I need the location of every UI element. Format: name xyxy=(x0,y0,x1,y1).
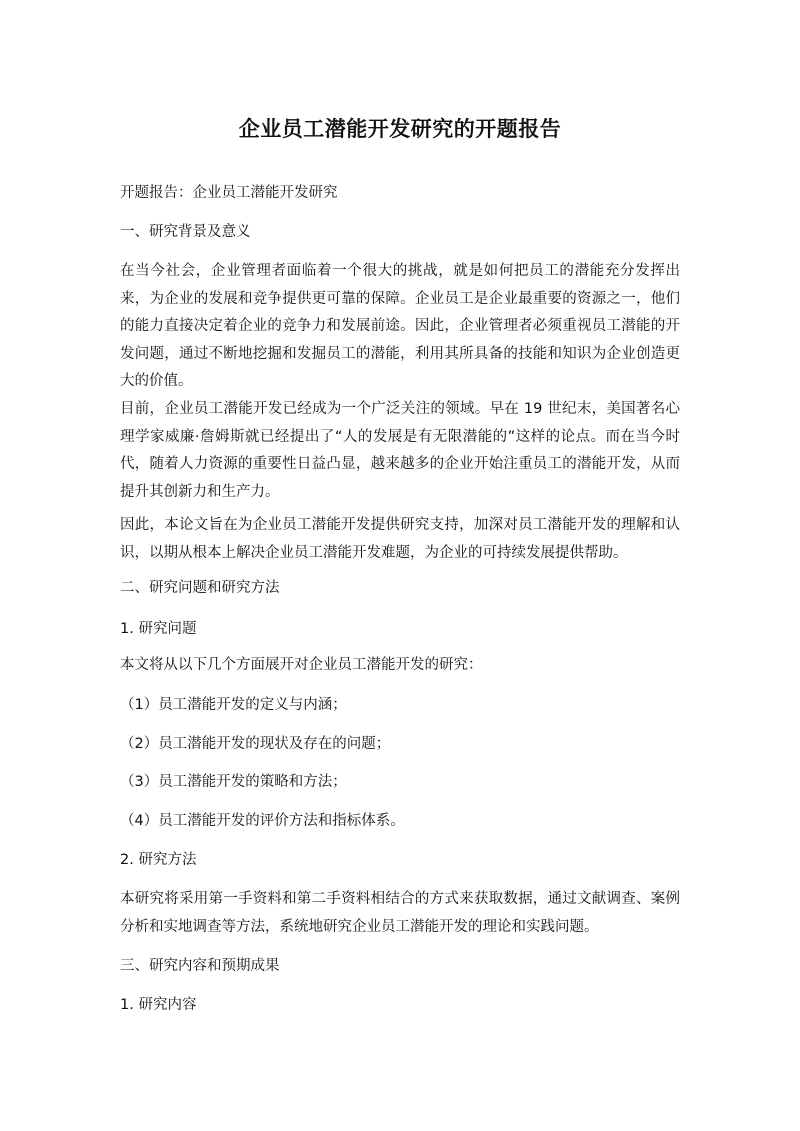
section-heading-background: 一、研究背景及意义 xyxy=(120,224,251,240)
paragraph-background-2: 目前，企业员工潜能开发已经成为一个广泛关注的领域。早在 19 世纪末，美国著名心理学家威廉·詹姆斯就已经提出了“人的发展是有无限潜能的”这样的论点。而在当今时代，随着人力资源的重要性日益凸显，越来越多的企业开始注重员工的潜能开发，从而提升其创新力和生产力。 xyxy=(120,401,680,500)
document-page xyxy=(120,0,680,1013)
section-heading-methods: 二、研究问题和研究方法 xyxy=(120,580,280,596)
list-item: （2）员工潜能开发的现状及存在的问题； xyxy=(120,736,391,752)
section-heading-content: 三、研究内容和预期成果 xyxy=(120,958,280,974)
list-item: （1）员工潜能开发的定义与内涵； xyxy=(120,697,347,713)
list-item: （4）员工潜能开发的评价方法和指标体系。 xyxy=(120,813,405,829)
report-subtitle: 开题报告：企业员工潜能开发研究 xyxy=(120,185,338,201)
paragraph-background-3: 因此，本论文旨在为企业员工潜能开发提供研究支持，加深对员工潜能开发的理解和认识，以期从根本上解决企业员工潜能开发难题，为企业的可持续发展提供帮助。 xyxy=(120,517,680,561)
paragraph-methods: 本研究将采用第一手资料和第二手资料相结合的方式来获取数据，通过文献调查、案例分析和实地调查等方法，系统地研究企业员工潜能开发的理论和实践问题。 xyxy=(120,891,680,935)
subheading-research-methods: 2. 研究方法 xyxy=(120,852,197,868)
list-item: （3）员工潜能开发的策略和方法； xyxy=(120,774,347,790)
subheading-research-questions: 1. 研究问题 xyxy=(120,621,197,637)
paragraph-questions-intro: 本文将从以下几个方面展开对企业员工潜能开发的研究： xyxy=(120,657,483,673)
document-title: 企业员工潜能开发研究的开题报告 xyxy=(238,117,562,141)
paragraph-background-1: 在当今社会，企业管理者面临着一个很大的挑战，就是如何把员工的潜能充分发挥出来，为企业的发展和竞争提供更可靠的保障。企业员工是企业最重要的资源之一，他们的能力直接决定着企业的竞争力和发展前途。因此，企业管理者必须重视员工潜能的开发问题，通过不断地挖掘和发掘员工的潜能，利用其所具备的技能和知识为企业创造更大的价值。 xyxy=(120,263,680,389)
subheading-research-content: 1. 研究内容 xyxy=(120,997,197,1013)
